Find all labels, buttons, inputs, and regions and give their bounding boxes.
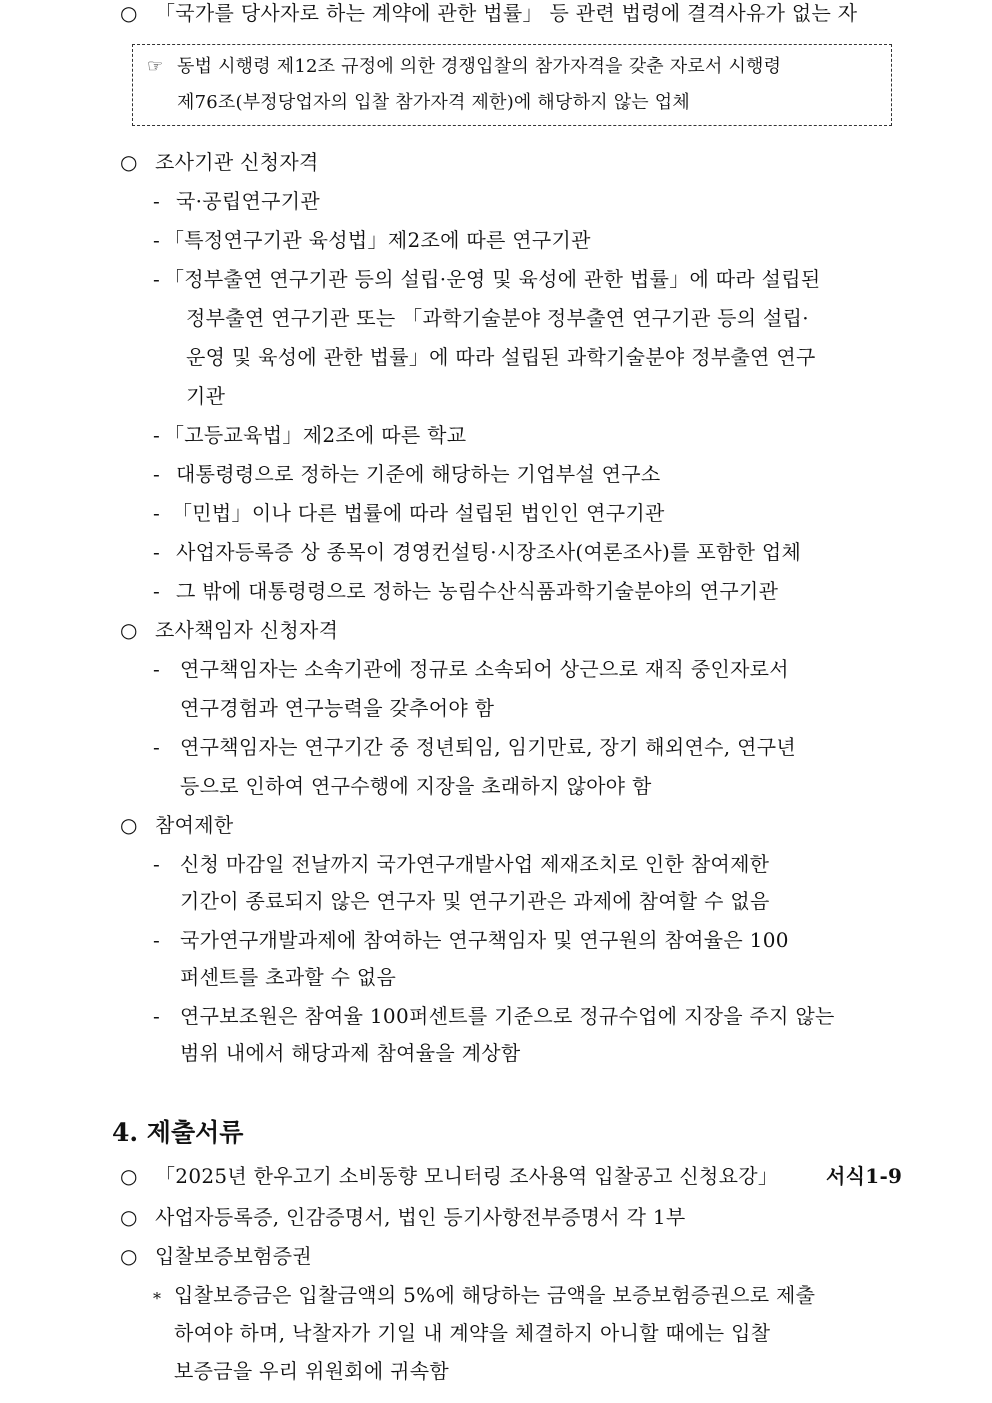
- dash: -: [153, 228, 161, 252]
- list-item: 국가연구개발과제에 참여하는 연구책임자 및 연구원의 참여율은 100: [180, 928, 789, 952]
- note-line-1: 동법 시행령 제12조 규정에 의한 경쟁입찰의 참가자격을 갖춘 자로서 시행령: [177, 56, 782, 77]
- pointing-hand-icon: ☞: [147, 56, 164, 77]
- bullet-circle: ○: [120, 1, 138, 25]
- list-item-cont: 연구경험과 연구능력을 갖추어야 함: [180, 696, 495, 720]
- dash: -: [153, 852, 161, 876]
- document-item-2: 사업자등록증, 인감증명서, 법인 등기사항전부증명서 각 1부: [155, 1205, 686, 1229]
- section-heading: 4. 제출서류: [112, 1118, 244, 1147]
- section-title-limit: 참여제한: [155, 813, 234, 837]
- bullet-circle: ○: [120, 813, 138, 837]
- list-item: 「고등교육법」제2조에 따른 학교: [164, 423, 467, 447]
- dash: -: [153, 928, 161, 952]
- document-item-1: 「2025년 한우고기 소비동향 모니터링 조사용역 입찰공고 신청요강」: [155, 1164, 779, 1188]
- dash: -: [153, 735, 161, 759]
- list-item-cont: 정부출연 연구기관 또는 「과학기술분야 정부출연 연구기관 등의 설립·: [186, 306, 809, 330]
- section-title-institution: 조사기관 신청자격: [155, 150, 319, 174]
- dash: -: [153, 189, 161, 213]
- list-item: 「민법」이나 다른 법률에 따라 설립된 법인인 연구기관: [172, 501, 665, 525]
- list-item-cont: 기관: [186, 384, 226, 408]
- dash: -: [153, 462, 161, 486]
- note-box: [132, 44, 892, 126]
- document-item-3: 입찰보증보험증권: [155, 1244, 312, 1268]
- deposit-note-line: 하여야 하며, 낙찰자가 기일 내 계약을 체결하지 아니할 때에는 입찰: [174, 1321, 771, 1345]
- list-item: 국·공립연구기관: [176, 189, 320, 213]
- dash: -: [153, 1004, 161, 1028]
- deposit-note-line: 보증금을 우리 위원회에 귀속함: [174, 1359, 450, 1383]
- dash: -: [153, 501, 161, 525]
- asterisk-mark: *: [153, 1289, 162, 1308]
- list-item: 연구책임자는 연구기간 중 정년퇴임, 임기만료, 장기 해외연수, 연구년: [180, 735, 796, 759]
- list-item: 그 밖에 대통령령으로 정하는 농림수산식품과학기술분야의 연구기관: [176, 579, 779, 603]
- qualification-text: 「국가를 당사자로 하는 계약에 관한 법률」 등 관련 법령에 결격사유가 없는 자: [155, 1, 858, 25]
- list-item-cont: 운영 및 육성에 관한 법률」에 따라 설립된 과학기술분야 정부출연 연구: [186, 345, 816, 369]
- dash: -: [153, 267, 161, 291]
- bullet-circle: ○: [120, 618, 138, 642]
- dash: -: [153, 540, 161, 564]
- bullet-circle: ○: [120, 1205, 138, 1229]
- list-item-cont: 범위 내에서 해당과제 참여율을 계상함: [180, 1041, 521, 1065]
- dash: -: [153, 579, 161, 603]
- list-item: 대통령령으로 정하는 기준에 해당하는 기업부설 연구소: [176, 462, 661, 486]
- bullet-circle: ○: [120, 1244, 138, 1268]
- dash: -: [153, 423, 161, 447]
- form-reference: 서식1-9: [826, 1164, 903, 1188]
- bullet-circle: ○: [120, 1164, 138, 1188]
- list-item: 「특정연구기관 육성법」제2조에 따른 연구기관: [164, 228, 591, 252]
- list-item-cont: 등으로 인하여 연구수행에 지장을 초래하지 않아야 함: [180, 774, 652, 798]
- list-item: 사업자등록증 상 종목이 경영컨설팅·시장조사(여론조사)를 포함한 업체: [176, 540, 802, 564]
- deposit-note-line: 입찰보증금은 입찰금액의 5%에 해당하는 금액을 보증보험증권으로 제출: [174, 1283, 816, 1307]
- dash: -: [153, 657, 161, 681]
- list-item: 신청 마감일 전날까지 국가연구개발사업 제재조치로 인한 참여제한: [180, 852, 770, 876]
- list-item: 연구책임자는 소속기관에 정규로 소속되어 상근으로 재직 중인자로서: [180, 657, 789, 681]
- note-line-2: 제76조(부정당업자의 입찰 참가자격 제한)에 해당하지 않는 업체: [177, 92, 690, 113]
- list-item: 「정부출연 연구기관 등의 설립·운영 및 육성에 관한 법률」에 따라 설립된: [164, 267, 821, 291]
- list-item-cont: 퍼센트를 초과할 수 없음: [180, 965, 397, 989]
- section-title-lead: 조사책임자 신청자격: [155, 618, 339, 642]
- bullet-circle: ○: [120, 150, 138, 174]
- list-item: 연구보조원은 참여율 100퍼센트를 기준으로 정규수업에 지장을 주지 않는: [180, 1004, 835, 1028]
- list-item-cont: 기간이 종료되지 않은 연구자 및 연구기관은 과제에 참여할 수 없음: [180, 889, 770, 913]
